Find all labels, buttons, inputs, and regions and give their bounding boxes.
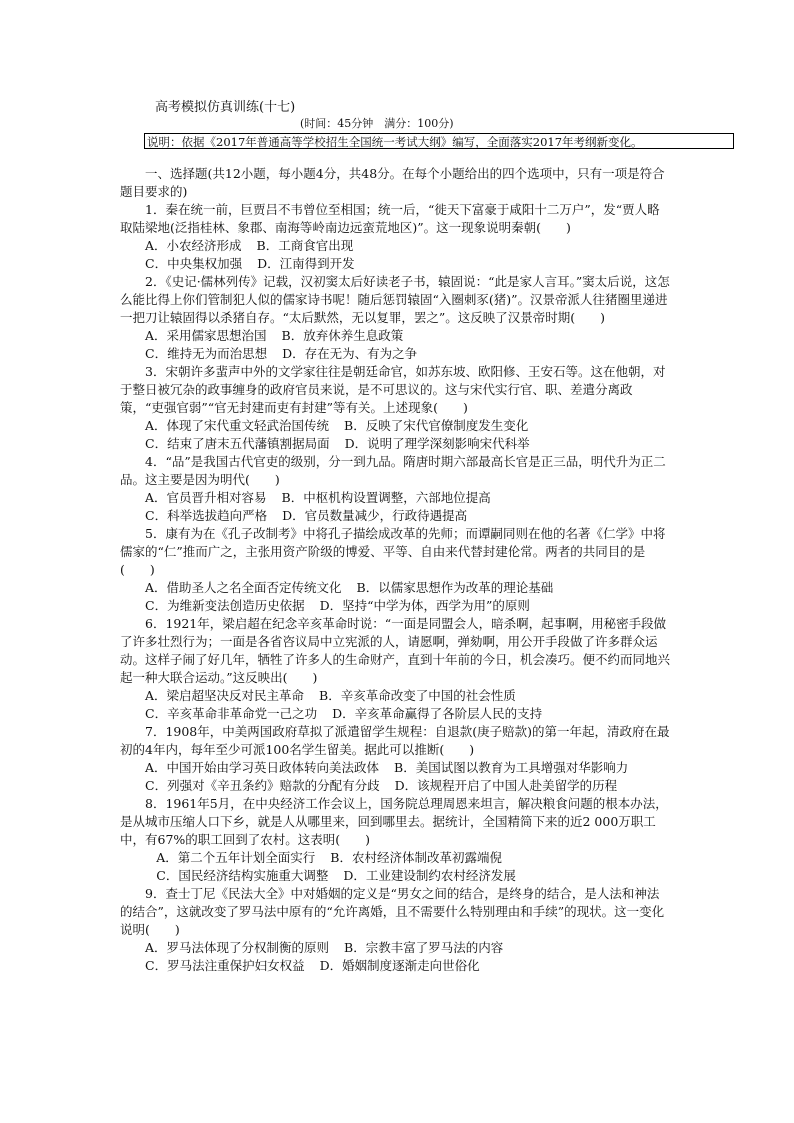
option-choice: A．借助圣人之名全面否定传统文化: [145, 580, 342, 595]
question-stem: 6．1921年，梁启超在纪念辛亥革命时说：“一面是同盟会人，暗杀啊，起事啊，用秘密手段做了许多壮烈行为；一面是各省咨议局中立宪派的人，请愿啊，弹劾啊，用公开手段做了许多群众运动。这样子闹了好几年，牺牲了许多人的生命财产，直到十年前的今日，机会凑巧。便不约而同地兴起一种大联合运动。”这反映出( ): [120, 616, 671, 685]
section-title: 一、选择题(共12小题，每小题4分，共48分。在每个小题给出的四个选项中，只有一项是符合题目要求的): [120, 166, 665, 199]
question-stem: 7．1908年，中美两国政府草拟了派遣留学生规程：自退款(庚子赔款)的第一年起，清政府在最初的4年内，每年至少可派100名学生留美。据此可以推断( ): [120, 724, 670, 757]
question-stem: 9．查士丁尼《民法大全》中对婚姻的定义是“男女之间的结合，是终身的结合，是人法和神法的结合”，这就改变了罗马法中原有的“允许离婚，且不需要什么特别理由和手续”的现状。这一变化说明( ): [120, 886, 665, 937]
option-choice: D．坚持“中学为体，西学为用”的原则: [319, 598, 530, 613]
option-row: [145, 435, 670, 453]
option-row: [145, 579, 670, 597]
question-options: [120, 579, 670, 615]
option-row: [156, 849, 670, 867]
option-row: [145, 597, 670, 615]
option-choice: A．梁启超坚决反对民主革命: [145, 688, 305, 703]
option-choice: D．婚姻制度逐渐走向世俗化: [319, 958, 480, 973]
option-choice: C．列强对《辛丑条约》赔款的分配有分歧: [145, 778, 380, 793]
option-choice: C．罗马法注重保护妇女权益: [145, 958, 305, 973]
option-choice: B．工商食官出现: [256, 238, 354, 253]
option-choice: A．罗马法体现了分权制衡的原则: [145, 940, 330, 955]
question-stem: 3．宋朝许多蜚声中外的文学家往往是朝廷命官，如苏东坡、欧阳修、王安石等。这在他朝，对于整日被冗杂的政事缠身的政府官员来说，是不可思议的。这与宋代实行官、职、差遣分离政策，“吏强官弱”“官无封建而吏有封建”等有关。上述现象( ): [120, 364, 666, 415]
option-row: [145, 507, 670, 525]
option-row: [145, 327, 670, 345]
option-row: [145, 345, 670, 363]
question-options: [120, 237, 670, 273]
option-choice: B．中枢机构设置调整，六部地位提高: [281, 490, 491, 505]
question-options: [120, 849, 670, 885]
option-row: [145, 957, 670, 975]
question-options: [120, 759, 670, 795]
option-choice: D．江南得到开发: [257, 256, 355, 271]
option-choice: D．存在无为、有为之争: [282, 346, 418, 361]
exam-meta: (时间：45分钟 满分：100分): [300, 117, 454, 130]
option-choice: C．为维新变法创造历史依据: [145, 598, 305, 613]
option-choice: B．以儒家思想作为改革的理论基础: [356, 580, 554, 595]
option-choice: D．该规程开启了中国人赴美留学的历程: [394, 778, 618, 793]
option-choice: B．辛亥革命改变了中国的社会性质: [319, 688, 516, 703]
option-row: [156, 867, 670, 885]
question-options: [120, 687, 670, 723]
option-row: [145, 777, 670, 795]
option-choice: D．官员数量减少，行政待遇提高: [282, 508, 468, 523]
question-options: [120, 489, 670, 525]
option-choice: A．中国开始由学习英日政体转向美法政体: [145, 760, 380, 775]
page-title: 高考模拟仿真训练(十七): [155, 100, 296, 115]
option-row: [145, 417, 670, 435]
option-row: [145, 759, 670, 777]
option-choice: C．科举选拔趋向严格: [145, 508, 268, 523]
option-choice: B．农村经济体制改革初露端倪: [330, 850, 502, 865]
question-stem: 2．《史记·儒林列传》记载，汉初窦太后好读老子书，辕固说：“此是家人言耳。”窦太后说，这怎么能比得上你们管制犯人似的儒家诗书呢！随后惩罚辕固“入圈刺豕(猪)”。汉景帝派人往猪圈里递进一把刀让辕固得以杀猪自存。“太后默然，无以复罪，罢之”。这反映了汉景帝时期( ): [120, 274, 670, 325]
question-options: [120, 417, 670, 453]
option-row: [145, 687, 670, 705]
option-row: [145, 237, 670, 255]
question-options: [120, 939, 670, 975]
option-choice: D．工业建设制约农村经济发展: [343, 868, 516, 883]
option-choice: D．说明了理学深刻影响宋代科举: [344, 436, 530, 451]
option-choice: C．中央集权加强: [145, 256, 243, 271]
option-choice: B．美国试图以教育为工具增强对华影响力: [394, 760, 629, 775]
option-choice: A．第二个五年计划全面实行: [156, 850, 316, 865]
option-row: [145, 939, 670, 957]
option-choice: A．体现了宋代重文轻武治国传统: [145, 418, 330, 433]
option-choice: C．国民经济结构实施重大调整: [156, 868, 329, 883]
question-stem: 1．秦在统一前，巨贾吕不韦曾位至相国；统一后，“徙天下富豪于咸阳十二万户”，发“贾人略取陆梁地(泛指桂林、象郡、南海等岭南边远蛮荒地区)”。这一现象说明秦朝( ): [120, 202, 660, 235]
option-choice: C．维持无为而治思想: [145, 346, 268, 361]
exam-note: 说明：依据《2017年普通高等学校招生全国统一考试大纲》编写，全面落实2017年考纲新变化。: [144, 133, 734, 149]
option-row: [145, 489, 670, 507]
question-stem: 8．1961年5月，在中央经济工作会议上，国务院总理周恩来坦言，解决粮食问题的根本办法，是从城市压缩人口下乡，就是人从哪里来，回到哪里去。据统计，全国精简下来的近2 000万职工中，有67%的职工回到了农村。这表明( ): [120, 796, 668, 847]
option-choice: A．采用儒家思想治国: [145, 328, 267, 343]
question-stem: 5．康有为在《孔子改制考》中将孔子描绘成改革的先师；而谭嗣同则在他的名著《仁学》中将儒家的“仁”推而广之，主张用资产阶级的博爱、平等、自由来代替封建伦常。两者的共同目的是( ): [120, 526, 666, 577]
option-choice: D．辛亥革命赢得了各阶层人民的支持: [332, 706, 543, 721]
question-options: [120, 327, 670, 363]
option-row: [145, 705, 670, 723]
option-choice: C．结束了唐末五代藩镇割据局面: [145, 436, 330, 451]
option-choice: B．宗教丰富了罗马法的内容: [344, 940, 504, 955]
option-choice: A．官员晋升相对容易: [145, 490, 267, 505]
option-choice: B．放弃休养生息政策: [281, 328, 404, 343]
question-stem: 4．“品”是我国古代官吏的级别，分一到九品。隋唐时期六部最高长官是正三品，明代升为正二品。这主要是因为明代( ): [120, 454, 666, 487]
option-row: [145, 255, 670, 273]
option-choice: C．辛亥革命非革命党一己之功: [145, 706, 318, 721]
option-choice: B．反映了宋代官僚制度发生变化: [344, 418, 529, 433]
question-list: [120, 165, 670, 975]
option-choice: A．小农经济形成: [145, 238, 242, 253]
